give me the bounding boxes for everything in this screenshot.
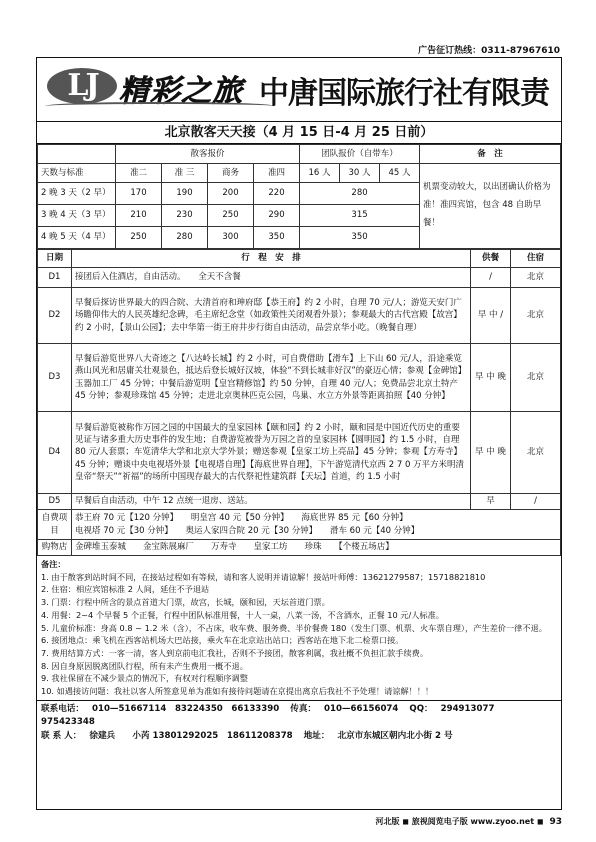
group-price-cell: 350 <box>300 227 420 249</box>
fax-label: 传真： <box>290 703 317 714</box>
header-trip: 行 程 安 排 <box>72 250 471 268</box>
row-label: 2 晚 3 天（2 早） <box>38 183 116 205</box>
day-label: D1 <box>38 268 72 288</box>
note-item: 5. 儿童价标准：身高 0.8 ~ 1.2 米（含），不占床，收车费、服务费、半价餐费 180（发生门票、机票、火车票自理），产生差价一律不退。 <box>41 622 547 633</box>
day-meal: / <box>471 268 511 288</box>
price-cell: 220 <box>254 183 300 205</box>
address: 北京市东城区朝内北小街 2 号 <box>337 731 453 742</box>
page-footer <box>36 816 562 827</box>
fax-number: 010—66156074 <box>324 703 399 714</box>
note-item: 8. 因自身原因脱离团队行程，所有未产生费用一概不退。 <box>41 660 248 671</box>
col-header: 准 三 <box>162 164 208 183</box>
person-label: 联 系 人： <box>41 731 82 742</box>
day-stay: 北京 <box>511 268 561 288</box>
header-note: 备 注 <box>420 145 561 164</box>
note-item: 4. 用餐：2~4 个早餐 5 个正餐，行程中团队标准用餐，十人一桌，八菜一汤，不含酒水，正餐 10 元/人标准。 <box>41 609 444 620</box>
day-label: D3 <box>38 344 72 412</box>
qq-label: QQ： <box>409 703 433 714</box>
day-meal: 早 中 晚 <box>471 412 511 494</box>
shop-label: 购物店 <box>38 540 72 556</box>
swoosh-decoration <box>45 102 275 110</box>
phone-numbers: 010—51667114 83224350 66133390 <box>91 703 280 714</box>
day-label: D2 <box>38 288 72 344</box>
price-table <box>37 144 561 249</box>
address-label: 地址： <box>303 731 330 742</box>
day-meal: 早 中 / <box>471 288 511 344</box>
note-item: 7. 费用结算方式：一客一清，客人到京前电汇我社，否则不予接团，散客利属，我社概不负担汇款手续费。 <box>41 647 429 658</box>
price-cell: 210 <box>116 205 162 227</box>
day-stay: / <box>511 494 561 510</box>
day-text: 早餐后自由活动，中午 12 点统一退房、送站。 <box>72 494 471 510</box>
header-meal: 供餐 <box>471 250 511 268</box>
day-stay: 北京 <box>511 344 561 412</box>
self-pay-line: 恭王府 70 元【120 分钟】 明皇宫 40 元【50 分钟】 海底世界 85 元【60 分钟】 <box>75 513 408 524</box>
group-price-cell: 315 <box>300 205 420 227</box>
header-group-price: 团队报价（自带车） <box>300 145 420 164</box>
day-label: D4 <box>38 412 72 494</box>
self-pay-label: 自费项目 <box>38 510 72 540</box>
group-price-cell: 280 <box>300 183 420 205</box>
price-cell: 230 <box>162 205 208 227</box>
price-cell: 300 <box>208 227 254 249</box>
table-row <box>38 268 561 288</box>
qq-numbers: 294913077 975423348 <box>41 703 504 728</box>
col-header: 准二 <box>116 164 162 183</box>
price-note: 机票变动较大，以出团确认价格为准！准四宾馆，包含 48 自助早餐！ <box>420 164 561 249</box>
advertisement-page <box>36 57 562 810</box>
price-cell: 190 <box>162 183 208 205</box>
company-name: 中唐国际旅行社有限责 <box>259 76 549 111</box>
col-header: 45 人 <box>380 164 420 183</box>
note-item: 3. 门票：行程中所含的景点首道大门票，故宫，长城，颐和园，天坛首道门票。 <box>41 597 330 608</box>
footer-text: 河北版 ◼ 旅视阅览电子版 www.zyoo.net ◼ <box>375 817 544 826</box>
day-stay: 北京 <box>511 288 561 344</box>
row-label: 4 晚 5 天（4 早） <box>38 227 116 249</box>
day-stay: 北京 <box>511 412 561 494</box>
day-meal: 早 中 晚 <box>471 344 511 412</box>
price-cell: 250 <box>116 227 162 249</box>
note-item: 9. 我社保留在不减少景点的情况下，有权对行程顺序调整 <box>41 673 248 684</box>
day-text: 早餐后探访世界最大的四合院、大清首府和珅府邸【恭王府】约 2 小时，自理 70 元/人；游览天安门广场瞻仰伟大的人民英雄纪念碑，毛主席纪念堂（如政策性关闭观看外景）；参观最大的古代宫殿【故宫】约 2 小时，【景山公园】；去中华第一街王府井步行街自由活动，品尝京华小吃。（晚餐自理） <box>72 288 471 344</box>
table-row <box>38 494 561 510</box>
price-cell: 200 <box>208 183 254 205</box>
price-cell: 350 <box>254 227 300 249</box>
day-label: D5 <box>38 494 72 510</box>
self-pay-items <box>72 510 561 540</box>
notes-section <box>37 556 561 700</box>
header-scatter-price: 散客报价 <box>116 145 300 164</box>
row-label: 3 晚 4 天（3 早） <box>38 205 116 227</box>
day-text: 早餐后游览世界八大奇迹之【八达岭长城】约 2 小时，可自费借助【滑车】上下山 60 元/人，沿途乘览燕山风光和居庸关壮观景色，抵达后登长城好汉坡，体验“不到长城非好汉”的豪迈心情；参观【金碑馆】玉器加工厂 45 分钟；中餐后游览明【皇宫精修馆】约 50 分钟，自理 40 元/人；免费品尝北京土特产 45 分钟；参观珍珠馆 45 分钟；走进北京奥林匹克公园，鸟巢、水立方外景等距离拍照【40 分钟】 <box>72 344 471 412</box>
logo-text: 精彩之旅 <box>119 74 243 109</box>
header-banner <box>37 58 561 122</box>
table-row <box>38 288 561 344</box>
itinerary-table <box>37 249 561 556</box>
col-header: 30 人 <box>340 164 380 183</box>
note-item: 2. 住宿：相应宾馆标准 2 人间，延住不予退站 <box>41 584 210 595</box>
col-header: 商务 <box>208 164 254 183</box>
note-item: 1. 由于散客到站时间不同，在接站过程如有等候，请和客人说明并请谅解！接站叶师傅：13621279587；15718821810 <box>41 571 486 582</box>
header-date: 日期 <box>38 250 72 268</box>
table-row <box>38 510 561 540</box>
header-stay: 住宿 <box>511 250 561 268</box>
page-title: 北京散客天天接（4 月 15 日-4 月 25 日前） <box>37 122 561 144</box>
note-item: 10. 如遇接访问题：我社以客人所签意见单为准如有接待问题请在京提出离京后我社不予处理！请谅解！！！ <box>41 686 434 697</box>
day-text: 接团后入住酒店，自由活动。 全天不含餐 <box>72 268 471 288</box>
ad-hotline: 广告征订热线：0311-87967610 <box>418 46 560 56</box>
day-text: 早餐后游览被称作万园之园的中国最大的皇家园林【颐和园】约 2 小时，颐和园是中国近代历史的重要见证与诸多重大历史事件的发生地；自费游览被誉为万园之首的皇家园林【圆明园】约 1.5 小时，自理 80 元/人套票；车览清华大学和北京大学外景；赠送参观【皇家工坊上亮品】45 分钟；参观【方寿寺】45 分钟；赠谈中央电视塔外景【电视塔自理】【海底世界自理】，下午游览清代京西 2 7 0 万平方米明清皇帝“祭天”“祈福”的场所中国现存最大的古代祭祀性建筑群【天坛】首道，约 1.5 小时 <box>72 412 471 494</box>
phone-label: 联系电话： <box>41 703 84 714</box>
logo-icon: LJ <box>47 68 117 104</box>
price-cell: 290 <box>254 205 300 227</box>
col-header: 准四 <box>254 164 300 183</box>
table-row <box>38 540 561 556</box>
table-row <box>38 344 561 412</box>
contact-section <box>37 700 561 746</box>
price-cell: 250 <box>208 205 254 227</box>
note-item: 6. 接团地点：乘飞机在西客站机场大巴站接，乘火车在北京站出站口；西客站在地下北二检票口接。 <box>41 635 404 646</box>
page-number: 93 <box>549 817 562 827</box>
self-pay-line: 电视塔 70 元【30 分钟】 奥运人家四合院 20 元【30 分钟】 滑车 60 元【40 分钟】 <box>75 525 420 536</box>
table-row <box>38 412 561 494</box>
price-cell: 170 <box>116 183 162 205</box>
contact-person: 徐建兵 小芮 13801292025 18611208378 <box>89 731 293 742</box>
price-cell: 280 <box>162 227 208 249</box>
shop-items: 金碑堆玉泰城 金宝陈展麻厂 万寿寺 皇家工坊 珍珠 【个楼五场店】 <box>72 540 561 556</box>
notes-heading: 备注： <box>41 559 66 569</box>
col-header: 16 人 <box>300 164 340 183</box>
day-meal: 早 <box>471 494 511 510</box>
header-days-standard: 天数与标准 <box>38 164 116 183</box>
